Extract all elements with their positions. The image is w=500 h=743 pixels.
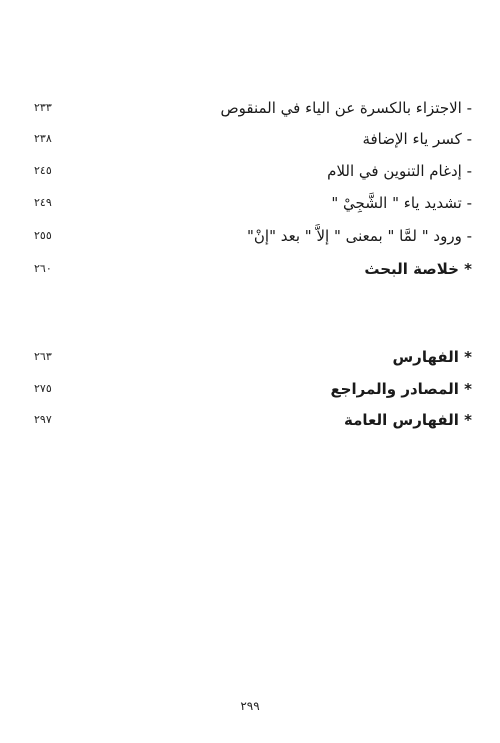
toc-entry-title: - الاجتزاء بالكسرة عن الياء في المنقوص	[220, 99, 472, 117]
toc-entry-page: ٢٤٩	[34, 196, 52, 209]
toc-entry-title: - كسر ياء الإضافة	[362, 130, 472, 148]
toc-entry-title: * المصادر والمراجع	[330, 380, 472, 398]
toc-entry-title: - ورود " لمَّا " بمعنى " إلاَّ " بعد "إنْ"	[246, 227, 472, 245]
toc-entry-title: - إدغام التنوين في اللام	[327, 162, 472, 180]
toc-entry-title: * الفهارس العامة	[344, 411, 472, 429]
toc-entry	[34, 158, 472, 184]
page-number: ٢٩٩	[240, 699, 260, 713]
toc-entry	[34, 190, 472, 216]
toc-entry-title: * الفهارس	[392, 348, 472, 366]
toc-entry-page: ٢٧٥	[34, 382, 52, 395]
toc-entry	[34, 407, 472, 433]
toc-entry	[34, 95, 472, 121]
toc-entry	[34, 256, 472, 282]
toc-entry	[34, 376, 472, 402]
toc-entry	[34, 223, 472, 249]
toc-entry-page: ٢٤٥	[34, 164, 52, 177]
toc-entry-page: ٢٩٧	[34, 413, 52, 426]
toc-entry	[34, 344, 472, 370]
toc-entry	[34, 126, 472, 152]
toc-entry-page: ٢٦٠	[34, 262, 52, 275]
toc-entry-page: ٢٦٣	[34, 350, 52, 363]
toc-entry-page: ٢٣٨	[34, 132, 52, 145]
toc-entry-page: ٢٥٥	[34, 229, 52, 242]
toc-entry-title: - تشديد ياء " الشَّجِيْ "	[331, 194, 472, 212]
toc-entry-title: * خلاصة البحث	[364, 260, 472, 278]
toc-entry-page: ٢٣٣	[34, 101, 52, 114]
